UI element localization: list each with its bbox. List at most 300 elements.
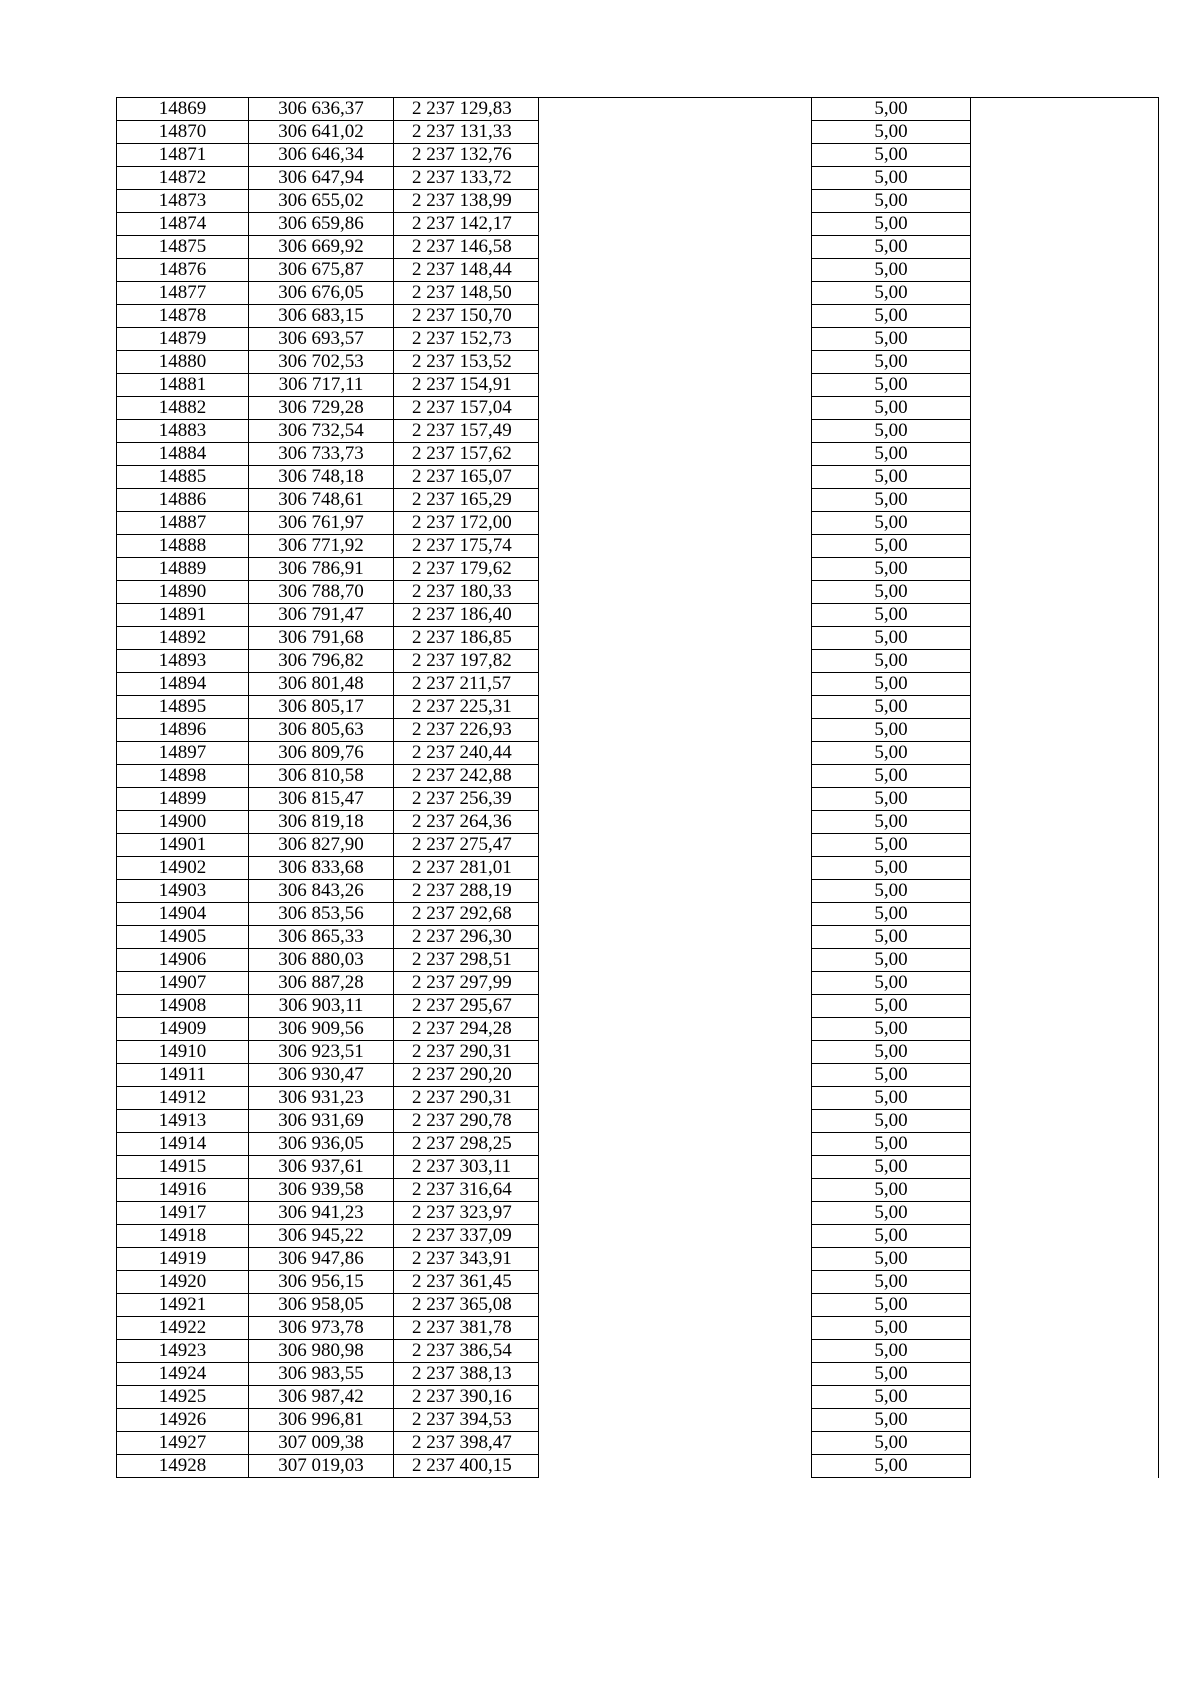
y-coordinate-cell: 2 237 281,01 xyxy=(394,857,539,880)
x-coordinate-cell: 306 930,47 xyxy=(249,1064,394,1087)
y-coordinate-cell: 2 237 131,33 xyxy=(394,121,539,144)
empty-cell xyxy=(539,719,812,742)
accuracy-cell: 5,00 xyxy=(812,328,971,351)
accuracy-cell: 5,00 xyxy=(812,144,971,167)
y-coordinate-cell: 2 237 343,91 xyxy=(394,1248,539,1271)
point-number-cell: 14909 xyxy=(117,1018,249,1041)
point-number-cell: 14916 xyxy=(117,1179,249,1202)
y-coordinate-cell: 2 237 264,36 xyxy=(394,811,539,834)
accuracy-cell: 5,00 xyxy=(812,696,971,719)
point-number-cell: 14914 xyxy=(117,1133,249,1156)
empty-cell xyxy=(971,121,1159,144)
y-coordinate-cell: 2 237 288,19 xyxy=(394,880,539,903)
empty-cell xyxy=(539,903,812,926)
accuracy-cell: 5,00 xyxy=(812,811,971,834)
point-number-cell: 14893 xyxy=(117,650,249,673)
table-row xyxy=(117,535,1159,558)
table-row xyxy=(117,995,1159,1018)
empty-cell xyxy=(971,1156,1159,1179)
empty-cell xyxy=(971,1248,1159,1271)
table-row xyxy=(117,1041,1159,1064)
table-row xyxy=(117,489,1159,512)
empty-cell xyxy=(539,788,812,811)
y-coordinate-cell: 2 237 240,44 xyxy=(394,742,539,765)
empty-cell xyxy=(971,1386,1159,1409)
x-coordinate-cell: 306 945,22 xyxy=(249,1225,394,1248)
empty-cell xyxy=(539,1202,812,1225)
x-coordinate-cell: 306 788,70 xyxy=(249,581,394,604)
point-number-cell: 14899 xyxy=(117,788,249,811)
accuracy-cell: 5,00 xyxy=(812,236,971,259)
empty-cell xyxy=(539,374,812,397)
y-coordinate-cell: 2 237 256,39 xyxy=(394,788,539,811)
empty-cell xyxy=(539,1041,812,1064)
x-coordinate-cell: 306 748,61 xyxy=(249,489,394,512)
y-coordinate-cell: 2 237 142,17 xyxy=(394,213,539,236)
y-coordinate-cell: 2 237 290,31 xyxy=(394,1087,539,1110)
y-coordinate-cell: 2 237 197,82 xyxy=(394,650,539,673)
x-coordinate-cell: 306 941,23 xyxy=(249,1202,394,1225)
coordinates-table-body xyxy=(117,98,1159,1478)
accuracy-cell: 5,00 xyxy=(812,443,971,466)
y-coordinate-cell: 2 237 298,25 xyxy=(394,1133,539,1156)
table-row xyxy=(117,972,1159,995)
empty-cell xyxy=(539,1110,812,1133)
point-number-cell: 14924 xyxy=(117,1363,249,1386)
empty-cell xyxy=(539,604,812,627)
y-coordinate-cell: 2 237 172,00 xyxy=(394,512,539,535)
empty-cell xyxy=(971,1018,1159,1041)
y-coordinate-cell: 2 237 290,31 xyxy=(394,1041,539,1064)
point-number-cell: 14928 xyxy=(117,1455,249,1478)
accuracy-cell: 5,00 xyxy=(812,903,971,926)
accuracy-cell: 5,00 xyxy=(812,420,971,443)
x-coordinate-cell: 306 827,90 xyxy=(249,834,394,857)
accuracy-cell: 5,00 xyxy=(812,1294,971,1317)
empty-cell xyxy=(971,1455,1159,1478)
x-coordinate-cell: 306 903,11 xyxy=(249,995,394,1018)
x-coordinate-cell: 306 865,33 xyxy=(249,926,394,949)
point-number-cell: 14903 xyxy=(117,880,249,903)
table-row xyxy=(117,1248,1159,1271)
point-number-cell: 14901 xyxy=(117,834,249,857)
empty-cell xyxy=(539,190,812,213)
empty-cell xyxy=(971,1432,1159,1455)
empty-cell xyxy=(539,1225,812,1248)
point-number-cell: 14892 xyxy=(117,627,249,650)
point-number-cell: 14926 xyxy=(117,1409,249,1432)
x-coordinate-cell: 306 791,68 xyxy=(249,627,394,650)
x-coordinate-cell: 306 939,58 xyxy=(249,1179,394,1202)
empty-cell xyxy=(971,696,1159,719)
empty-cell xyxy=(539,489,812,512)
empty-cell xyxy=(971,535,1159,558)
empty-cell xyxy=(539,1340,812,1363)
point-number-cell: 14923 xyxy=(117,1340,249,1363)
table-row xyxy=(117,1179,1159,1202)
point-number-cell: 14891 xyxy=(117,604,249,627)
y-coordinate-cell: 2 237 398,47 xyxy=(394,1432,539,1455)
accuracy-cell: 5,00 xyxy=(812,512,971,535)
point-number-cell: 14885 xyxy=(117,466,249,489)
accuracy-cell: 5,00 xyxy=(812,1317,971,1340)
empty-cell xyxy=(971,190,1159,213)
table-row xyxy=(117,144,1159,167)
y-coordinate-cell: 2 237 316,64 xyxy=(394,1179,539,1202)
table-row xyxy=(117,190,1159,213)
x-coordinate-cell: 306 887,28 xyxy=(249,972,394,995)
empty-cell xyxy=(971,558,1159,581)
empty-cell xyxy=(971,1317,1159,1340)
x-coordinate-cell: 306 853,56 xyxy=(249,903,394,926)
table-row xyxy=(117,1386,1159,1409)
y-coordinate-cell: 2 237 180,33 xyxy=(394,581,539,604)
accuracy-cell: 5,00 xyxy=(812,627,971,650)
y-coordinate-cell: 2 237 150,70 xyxy=(394,305,539,328)
accuracy-cell: 5,00 xyxy=(812,926,971,949)
empty-cell xyxy=(539,1409,812,1432)
empty-cell xyxy=(539,397,812,420)
y-coordinate-cell: 2 237 337,09 xyxy=(394,1225,539,1248)
x-coordinate-cell: 306 717,11 xyxy=(249,374,394,397)
empty-cell xyxy=(539,1317,812,1340)
empty-cell xyxy=(971,742,1159,765)
point-number-cell: 14905 xyxy=(117,926,249,949)
empty-cell xyxy=(539,1294,812,1317)
x-coordinate-cell: 306 983,55 xyxy=(249,1363,394,1386)
point-number-cell: 14888 xyxy=(117,535,249,558)
empty-cell xyxy=(971,1202,1159,1225)
table-row xyxy=(117,98,1159,121)
table-row xyxy=(117,949,1159,972)
empty-cell xyxy=(971,512,1159,535)
y-coordinate-cell: 2 237 157,04 xyxy=(394,397,539,420)
x-coordinate-cell: 307 009,38 xyxy=(249,1432,394,1455)
empty-cell xyxy=(971,1363,1159,1386)
table-row xyxy=(117,420,1159,443)
empty-cell xyxy=(971,305,1159,328)
accuracy-cell: 5,00 xyxy=(812,98,971,121)
table-row xyxy=(117,466,1159,489)
empty-cell xyxy=(971,282,1159,305)
y-coordinate-cell: 2 237 129,83 xyxy=(394,98,539,121)
y-coordinate-cell: 2 237 290,78 xyxy=(394,1110,539,1133)
y-coordinate-cell: 2 237 186,85 xyxy=(394,627,539,650)
table-row xyxy=(117,604,1159,627)
table-row xyxy=(117,374,1159,397)
y-coordinate-cell: 2 237 298,51 xyxy=(394,949,539,972)
empty-cell xyxy=(539,351,812,374)
accuracy-cell: 5,00 xyxy=(812,351,971,374)
y-coordinate-cell: 2 237 323,97 xyxy=(394,1202,539,1225)
x-coordinate-cell: 306 810,58 xyxy=(249,765,394,788)
empty-cell xyxy=(539,1455,812,1478)
empty-cell xyxy=(971,857,1159,880)
empty-cell xyxy=(971,1340,1159,1363)
empty-cell xyxy=(971,949,1159,972)
y-coordinate-cell: 2 237 297,99 xyxy=(394,972,539,995)
point-number-cell: 14911 xyxy=(117,1064,249,1087)
accuracy-cell: 5,00 xyxy=(812,1041,971,1064)
point-number-cell: 14919 xyxy=(117,1248,249,1271)
point-number-cell: 14881 xyxy=(117,374,249,397)
point-number-cell: 14879 xyxy=(117,328,249,351)
accuracy-cell: 5,00 xyxy=(812,581,971,604)
table-row xyxy=(117,1202,1159,1225)
empty-cell xyxy=(971,995,1159,1018)
empty-cell xyxy=(971,328,1159,351)
empty-cell xyxy=(971,1409,1159,1432)
y-coordinate-cell: 2 237 211,57 xyxy=(394,673,539,696)
table-row xyxy=(117,167,1159,190)
accuracy-cell: 5,00 xyxy=(812,466,971,489)
accuracy-cell: 5,00 xyxy=(812,305,971,328)
y-coordinate-cell: 2 237 165,29 xyxy=(394,489,539,512)
accuracy-cell: 5,00 xyxy=(812,1087,971,1110)
empty-cell xyxy=(971,903,1159,926)
x-coordinate-cell: 306 880,03 xyxy=(249,949,394,972)
empty-cell xyxy=(539,558,812,581)
x-coordinate-cell: 306 669,92 xyxy=(249,236,394,259)
y-coordinate-cell: 2 237 175,74 xyxy=(394,535,539,558)
x-coordinate-cell: 306 659,86 xyxy=(249,213,394,236)
x-coordinate-cell: 306 796,82 xyxy=(249,650,394,673)
y-coordinate-cell: 2 237 132,76 xyxy=(394,144,539,167)
y-coordinate-cell: 2 237 275,47 xyxy=(394,834,539,857)
point-number-cell: 14900 xyxy=(117,811,249,834)
point-number-cell: 14912 xyxy=(117,1087,249,1110)
x-coordinate-cell: 306 641,02 xyxy=(249,121,394,144)
table-row xyxy=(117,236,1159,259)
table-row xyxy=(117,926,1159,949)
table-row xyxy=(117,512,1159,535)
point-number-cell: 14925 xyxy=(117,1386,249,1409)
accuracy-cell: 5,00 xyxy=(812,1133,971,1156)
empty-cell xyxy=(539,811,812,834)
accuracy-cell: 5,00 xyxy=(812,650,971,673)
point-number-cell: 14913 xyxy=(117,1110,249,1133)
empty-cell xyxy=(971,673,1159,696)
empty-cell xyxy=(539,1432,812,1455)
x-coordinate-cell: 306 647,94 xyxy=(249,167,394,190)
accuracy-cell: 5,00 xyxy=(812,742,971,765)
table-row xyxy=(117,1409,1159,1432)
x-coordinate-cell: 307 019,03 xyxy=(249,1455,394,1478)
empty-cell xyxy=(539,1064,812,1087)
accuracy-cell: 5,00 xyxy=(812,374,971,397)
accuracy-cell: 5,00 xyxy=(812,1363,971,1386)
x-coordinate-cell: 306 947,86 xyxy=(249,1248,394,1271)
accuracy-cell: 5,00 xyxy=(812,1064,971,1087)
x-coordinate-cell: 306 931,69 xyxy=(249,1110,394,1133)
accuracy-cell: 5,00 xyxy=(812,788,971,811)
empty-cell xyxy=(539,535,812,558)
y-coordinate-cell: 2 237 226,93 xyxy=(394,719,539,742)
table-row xyxy=(117,673,1159,696)
empty-cell xyxy=(971,1179,1159,1202)
x-coordinate-cell: 306 809,76 xyxy=(249,742,394,765)
table-row xyxy=(117,1294,1159,1317)
y-coordinate-cell: 2 237 146,58 xyxy=(394,236,539,259)
empty-cell xyxy=(971,1133,1159,1156)
x-coordinate-cell: 306 683,15 xyxy=(249,305,394,328)
table-row xyxy=(117,305,1159,328)
empty-cell xyxy=(971,1271,1159,1294)
empty-cell xyxy=(971,581,1159,604)
accuracy-cell: 5,00 xyxy=(812,1156,971,1179)
point-number-cell: 14896 xyxy=(117,719,249,742)
empty-cell xyxy=(971,719,1159,742)
empty-cell xyxy=(971,834,1159,857)
empty-cell xyxy=(971,604,1159,627)
accuracy-cell: 5,00 xyxy=(812,1455,971,1478)
table-row xyxy=(117,121,1159,144)
coordinates-table xyxy=(116,97,1159,1478)
point-number-cell: 14908 xyxy=(117,995,249,1018)
empty-cell xyxy=(539,328,812,351)
empty-cell xyxy=(971,397,1159,420)
x-coordinate-cell: 306 936,05 xyxy=(249,1133,394,1156)
empty-cell xyxy=(539,926,812,949)
point-number-cell: 14883 xyxy=(117,420,249,443)
empty-cell xyxy=(971,650,1159,673)
x-coordinate-cell: 306 987,42 xyxy=(249,1386,394,1409)
point-number-cell: 14886 xyxy=(117,489,249,512)
accuracy-cell: 5,00 xyxy=(812,489,971,512)
y-coordinate-cell: 2 237 148,50 xyxy=(394,282,539,305)
table-row xyxy=(117,1455,1159,1478)
x-coordinate-cell: 306 655,02 xyxy=(249,190,394,213)
point-number-cell: 14887 xyxy=(117,512,249,535)
point-number-cell: 14880 xyxy=(117,351,249,374)
accuracy-cell: 5,00 xyxy=(812,604,971,627)
point-number-cell: 14917 xyxy=(117,1202,249,1225)
table-row xyxy=(117,1110,1159,1133)
empty-cell xyxy=(539,1386,812,1409)
point-number-cell: 14902 xyxy=(117,857,249,880)
empty-cell xyxy=(539,1179,812,1202)
x-coordinate-cell: 306 771,92 xyxy=(249,535,394,558)
point-number-cell: 14870 xyxy=(117,121,249,144)
accuracy-cell: 5,00 xyxy=(812,1248,971,1271)
empty-cell xyxy=(971,167,1159,190)
table-row xyxy=(117,765,1159,788)
empty-cell xyxy=(539,742,812,765)
point-number-cell: 14904 xyxy=(117,903,249,926)
accuracy-cell: 5,00 xyxy=(812,1340,971,1363)
accuracy-cell: 5,00 xyxy=(812,1225,971,1248)
table-row xyxy=(117,719,1159,742)
table-row xyxy=(117,834,1159,857)
accuracy-cell: 5,00 xyxy=(812,167,971,190)
empty-cell xyxy=(971,259,1159,282)
y-coordinate-cell: 2 237 152,73 xyxy=(394,328,539,351)
empty-cell xyxy=(971,765,1159,788)
accuracy-cell: 5,00 xyxy=(812,995,971,1018)
empty-cell xyxy=(971,374,1159,397)
y-coordinate-cell: 2 237 290,20 xyxy=(394,1064,539,1087)
x-coordinate-cell: 306 646,34 xyxy=(249,144,394,167)
accuracy-cell: 5,00 xyxy=(812,1110,971,1133)
point-number-cell: 14922 xyxy=(117,1317,249,1340)
accuracy-cell: 5,00 xyxy=(812,1018,971,1041)
x-coordinate-cell: 306 819,18 xyxy=(249,811,394,834)
y-coordinate-cell: 2 237 157,49 xyxy=(394,420,539,443)
x-coordinate-cell: 306 833,68 xyxy=(249,857,394,880)
point-number-cell: 14921 xyxy=(117,1294,249,1317)
y-coordinate-cell: 2 237 386,54 xyxy=(394,1340,539,1363)
empty-cell xyxy=(971,1110,1159,1133)
empty-cell xyxy=(539,581,812,604)
empty-cell xyxy=(971,627,1159,650)
point-number-cell: 14898 xyxy=(117,765,249,788)
table-row xyxy=(117,627,1159,650)
x-coordinate-cell: 306 956,15 xyxy=(249,1271,394,1294)
point-number-cell: 14910 xyxy=(117,1041,249,1064)
table-row xyxy=(117,650,1159,673)
y-coordinate-cell: 2 237 295,67 xyxy=(394,995,539,1018)
empty-cell xyxy=(971,144,1159,167)
point-number-cell: 14869 xyxy=(117,98,249,121)
x-coordinate-cell: 306 973,78 xyxy=(249,1317,394,1340)
table-row xyxy=(117,1018,1159,1041)
x-coordinate-cell: 306 693,57 xyxy=(249,328,394,351)
accuracy-cell: 5,00 xyxy=(812,397,971,420)
empty-cell xyxy=(539,1018,812,1041)
y-coordinate-cell: 2 237 388,13 xyxy=(394,1363,539,1386)
empty-cell xyxy=(971,98,1159,121)
table-row xyxy=(117,351,1159,374)
table-row xyxy=(117,742,1159,765)
x-coordinate-cell: 306 923,51 xyxy=(249,1041,394,1064)
x-coordinate-cell: 306 805,17 xyxy=(249,696,394,719)
accuracy-cell: 5,00 xyxy=(812,1409,971,1432)
x-coordinate-cell: 306 702,53 xyxy=(249,351,394,374)
empty-cell xyxy=(539,121,812,144)
table-row xyxy=(117,1340,1159,1363)
y-coordinate-cell: 2 237 133,72 xyxy=(394,167,539,190)
accuracy-cell: 5,00 xyxy=(812,282,971,305)
point-number-cell: 14927 xyxy=(117,1432,249,1455)
empty-cell xyxy=(971,1041,1159,1064)
accuracy-cell: 5,00 xyxy=(812,765,971,788)
empty-cell xyxy=(539,1248,812,1271)
table-row xyxy=(117,1156,1159,1179)
accuracy-cell: 5,00 xyxy=(812,259,971,282)
empty-cell xyxy=(971,213,1159,236)
table-row xyxy=(117,788,1159,811)
accuracy-cell: 5,00 xyxy=(812,190,971,213)
empty-cell xyxy=(971,1294,1159,1317)
empty-cell xyxy=(539,305,812,328)
empty-cell xyxy=(539,144,812,167)
empty-cell xyxy=(971,466,1159,489)
empty-cell xyxy=(971,351,1159,374)
point-number-cell: 14895 xyxy=(117,696,249,719)
y-coordinate-cell: 2 237 157,62 xyxy=(394,443,539,466)
y-coordinate-cell: 2 237 394,53 xyxy=(394,1409,539,1432)
x-coordinate-cell: 306 761,97 xyxy=(249,512,394,535)
x-coordinate-cell: 306 909,56 xyxy=(249,1018,394,1041)
x-coordinate-cell: 306 996,81 xyxy=(249,1409,394,1432)
empty-cell xyxy=(971,236,1159,259)
empty-cell xyxy=(971,1064,1159,1087)
y-coordinate-cell: 2 237 148,44 xyxy=(394,259,539,282)
x-coordinate-cell: 306 980,98 xyxy=(249,1340,394,1363)
point-number-cell: 14877 xyxy=(117,282,249,305)
table-row xyxy=(117,696,1159,719)
y-coordinate-cell: 2 237 242,88 xyxy=(394,765,539,788)
